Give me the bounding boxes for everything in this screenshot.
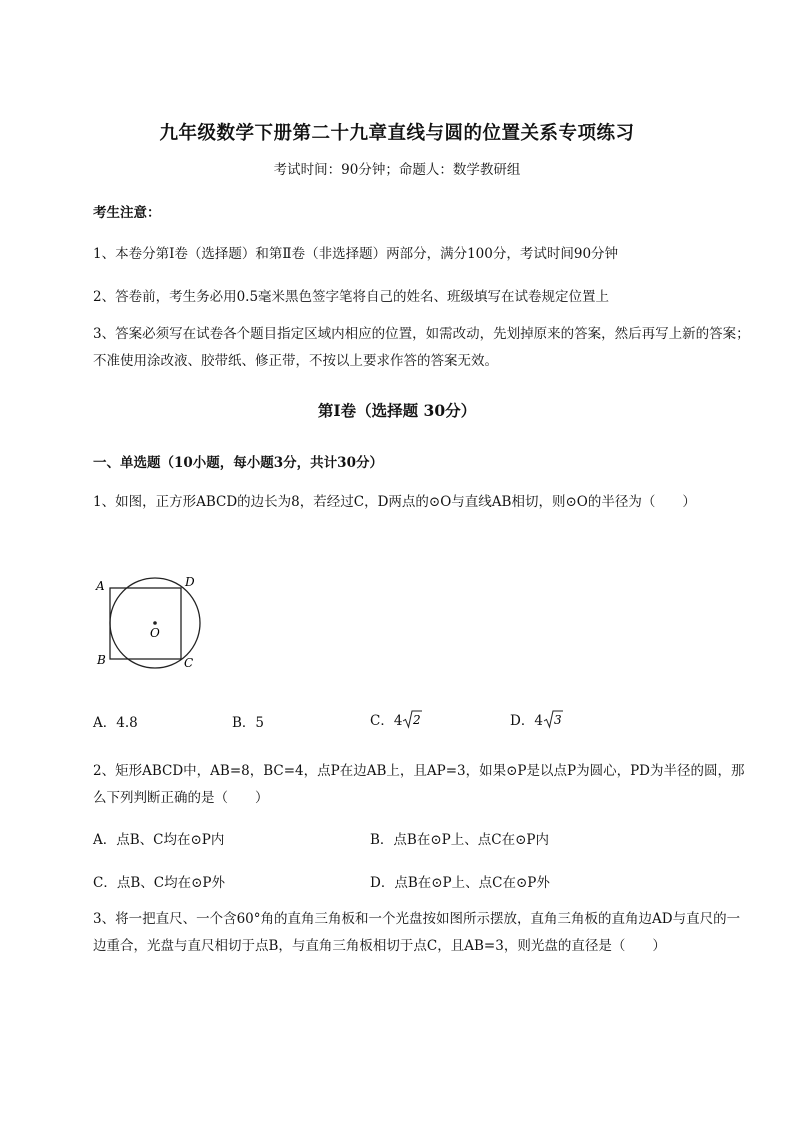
part-heading: 一、单选题（10小题，每小题3分，共计30分） bbox=[93, 455, 383, 471]
notice-item-2: 2、答卷前，考生务必用0.5毫米黑色签字笔将自己的姓名、班级填写在试卷规定位置上 bbox=[93, 289, 610, 305]
question-2-option-d: D．点B在⊙P上、点C在⊙P外 bbox=[370, 875, 550, 891]
notice-heading: 考生注意： bbox=[93, 205, 161, 221]
notice-item-3: 3、答案必须写在试卷各个题目指定区域内相应的位置，如需改动，先划掉原来的答案，然后再写上新的答案；不准使用涂改液、胶带纸、修正带，不按以上要求作答的答案无效。 bbox=[93, 326, 750, 369]
center-point-o bbox=[153, 621, 157, 625]
question-2-option-c: C．点B、C均在⊙P外 bbox=[93, 875, 225, 891]
option-c-radicand: 2 bbox=[413, 713, 422, 727]
section-title: 第I卷（选择题 30分） bbox=[317, 401, 477, 420]
question-2-stem: 2、矩形ABCD中，AB=8，BC=4，点P在边AB上，且AP=3，如果⊙P是以点P为圆心，PD为半径的圆，那么下列判断正确的是（ ） bbox=[93, 763, 745, 806]
label-d: D bbox=[185, 575, 195, 589]
sqrt-icon bbox=[402, 709, 422, 729]
question-2-option-a: A．点B、C均在⊙P内 bbox=[93, 832, 225, 848]
option-d-prefix: D．4 bbox=[510, 713, 543, 729]
question-1-option-d bbox=[510, 709, 563, 729]
label-o: O bbox=[150, 626, 160, 640]
question-1-option-b: B．5 bbox=[232, 715, 265, 731]
option-c-prefix: C．4 bbox=[370, 713, 403, 729]
question-1-figure bbox=[88, 566, 218, 678]
question-1-stem: 1、如图，正方形ABCD的边长为8，若经过C，D两点的⊙O与直线AB相切，则⊙O的半径为（ ） bbox=[93, 494, 696, 510]
question-1-option-c bbox=[370, 709, 422, 729]
question-2-option-b: B．点B在⊙P上、点C在⊙P内 bbox=[370, 832, 549, 848]
sqrt-icon bbox=[543, 709, 563, 729]
label-c: C bbox=[184, 656, 194, 670]
page-title: 九年级数学下册第二十九章直线与圆的位置关系专项练习 bbox=[159, 123, 635, 144]
question-1-option-a: A．4.8 bbox=[93, 715, 138, 731]
exam-info: 考试时间：90分钟；命题人：数学教研组 bbox=[273, 162, 521, 178]
label-a: A bbox=[96, 579, 105, 593]
label-b: B bbox=[97, 653, 106, 667]
notice-item-1: 1、本卷分第I卷（选择题）和第Ⅱ卷（非选择题）两部分，满分100分，考试时间90分钟 bbox=[93, 246, 619, 262]
option-d-radicand: 3 bbox=[553, 713, 562, 727]
square-abcd bbox=[110, 588, 181, 659]
question-3-stem: 3、将一把直尺、一个含60°角的直角三角板和一个光盘按如图所示摆放，直角三角板的直角边AD与直尺的一边重合，光盘与直尺相切于点B，与直角三角板相切于点C，且AB=3，则光盘的直径是（ ） bbox=[93, 911, 741, 954]
